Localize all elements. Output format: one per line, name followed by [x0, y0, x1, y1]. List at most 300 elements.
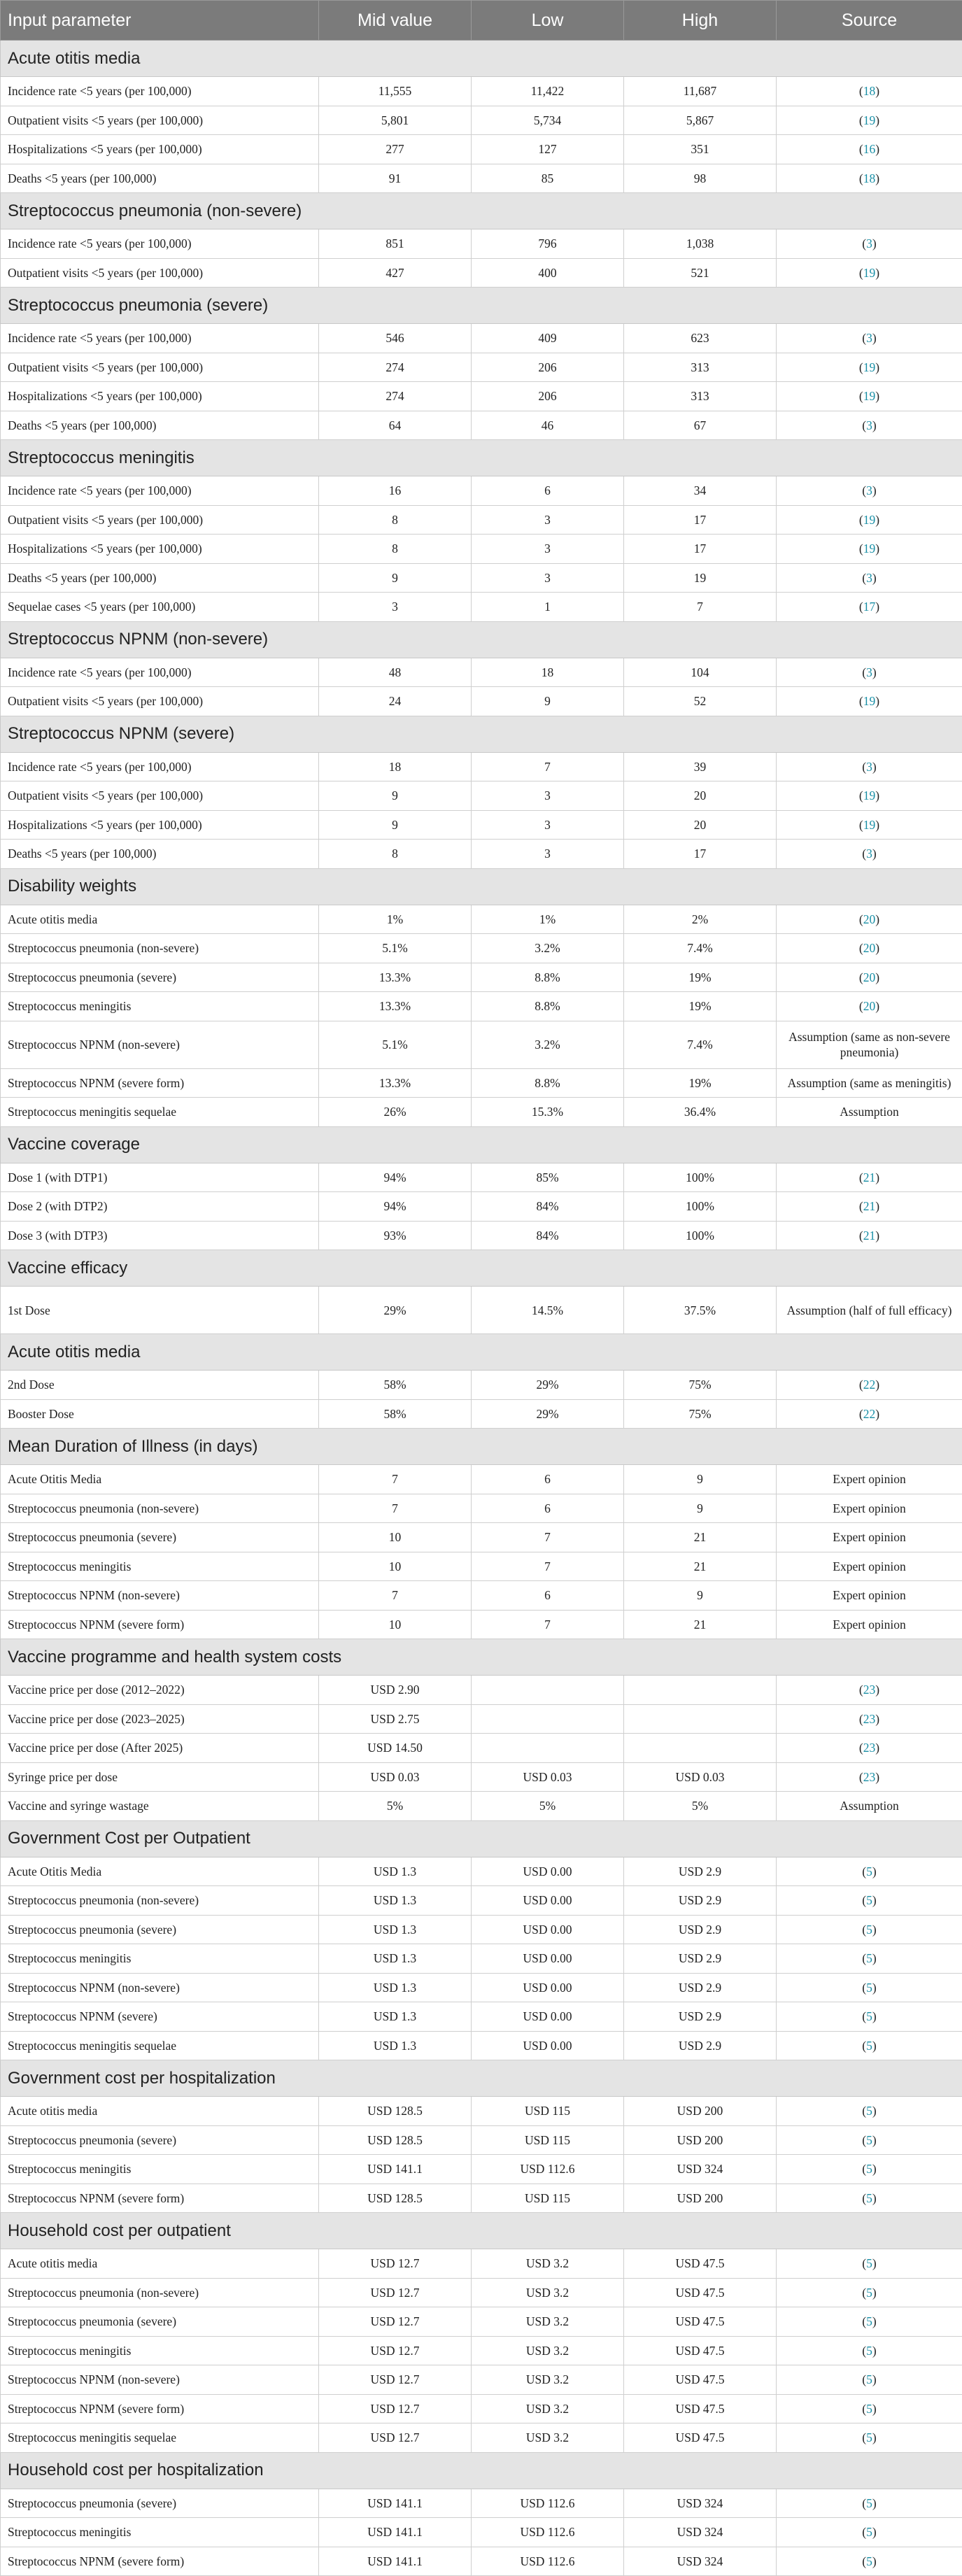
mid-value-cell: USD 1.3: [319, 2002, 472, 2032]
reference-link[interactable]: 5: [866, 1951, 872, 1965]
high-cell: USD 2.9: [624, 2031, 777, 2060]
reference-link[interactable]: 20: [863, 941, 876, 955]
high-cell: 67: [624, 411, 777, 440]
high-cell: 19: [624, 563, 777, 593]
table-row: [1, 781, 962, 811]
source-cell: (5): [777, 2097, 962, 2126]
mid-value-cell: 58%: [319, 1399, 472, 1429]
parameter-cell: Streptococcus NPNM (non-severe): [1, 1973, 319, 2002]
parameter-cell: Streptococcus pneumonia (non-severe): [1, 934, 319, 963]
low-cell: 796: [472, 229, 624, 259]
source-cell: Assumption (same as non-severe pneumonia): [777, 1021, 962, 1068]
table-row: [1, 411, 962, 440]
mid-value-cell: 277: [319, 135, 472, 164]
section-header-row: [1, 1820, 962, 1857]
reference-link[interactable]: 5: [866, 2314, 872, 2328]
source-cell: (3): [777, 658, 962, 687]
mid-value-cell: 94%: [319, 1192, 472, 1222]
mid-value-cell: 546: [319, 324, 472, 353]
reference-link[interactable]: 5: [866, 1923, 872, 1937]
reference-link[interactable]: 19: [863, 389, 876, 403]
source-cell: (5): [777, 2365, 962, 2395]
low-cell: 1%: [472, 905, 624, 934]
reference-link[interactable]: 23: [863, 1741, 876, 1755]
source-cell: Assumption (half of full efficacy): [777, 1287, 962, 1334]
reference-link[interactable]: 5: [866, 2496, 872, 2510]
low-cell: USD 115: [472, 2125, 624, 2155]
low-cell: 206: [472, 353, 624, 382]
low-cell: 46: [472, 411, 624, 440]
source-cell: (21): [777, 1221, 962, 1250]
mid-value-cell: 274: [319, 382, 472, 411]
high-cell: USD 47.5: [624, 2307, 777, 2337]
mid-value-cell: USD 14.50: [319, 1734, 472, 1763]
reference-link[interactable]: 3: [866, 665, 872, 679]
reference-link[interactable]: 19: [863, 788, 876, 802]
parameter-cell: Syringe price per dose: [1, 1762, 319, 1792]
table-row: [1, 2155, 962, 2184]
reference-link[interactable]: 3: [866, 571, 872, 585]
mid-value-cell: USD 1.3: [319, 1915, 472, 1944]
high-cell: USD 200: [624, 2184, 777, 2213]
source-cell: (19): [777, 505, 962, 535]
section-title: Acute otitis media: [1, 1334, 962, 1371]
reference-link[interactable]: 23: [863, 1683, 876, 1697]
parameter-cell: Incidence rate <5 years (per 100,000): [1, 77, 319, 106]
table-row: [1, 2489, 962, 2518]
high-cell: 100%: [624, 1163, 777, 1192]
reference-link[interactable]: 5: [866, 2286, 872, 2300]
source-cell: Assumption: [777, 1792, 962, 1821]
mid-value-cell: 10: [319, 1523, 472, 1552]
mid-value-cell: 93%: [319, 1221, 472, 1250]
table-row: [1, 1552, 962, 1581]
table-row: [1, 1399, 962, 1429]
source-cell: (16): [777, 135, 962, 164]
reference-link[interactable]: 22: [863, 1378, 876, 1392]
mid-value-cell: USD 128.5: [319, 2184, 472, 2213]
parameter-cell: Hospitalizations <5 years (per 100,000): [1, 535, 319, 564]
table-row: [1, 2031, 962, 2060]
source-cell: (5): [777, 2184, 962, 2213]
reference-link[interactable]: 5: [866, 2344, 872, 2358]
section-header-row: [1, 716, 962, 752]
mid-value-cell: USD 12.7: [319, 2423, 472, 2453]
parameter-cell: Streptococcus pneumonia (severe): [1, 963, 319, 992]
high-cell: 351: [624, 135, 777, 164]
section-title: Household cost per outpatient: [1, 2213, 962, 2249]
source-cell: (3): [777, 752, 962, 781]
table-row: [1, 135, 962, 164]
reference-link[interactable]: 23: [863, 1712, 876, 1726]
parameter-cell: Streptococcus meningitis sequelae: [1, 2423, 319, 2453]
low-cell: 11,422: [472, 77, 624, 106]
table-row: [1, 905, 962, 934]
mid-value-cell: USD 1.3: [319, 1857, 472, 1886]
mid-value-cell: 8: [319, 505, 472, 535]
high-cell: 75%: [624, 1399, 777, 1429]
table-row: [1, 1523, 962, 1552]
source-cell: (5): [777, 2518, 962, 2547]
reference-link[interactable]: 19: [863, 694, 876, 708]
low-cell: 29%: [472, 1371, 624, 1400]
source-cell: (19): [777, 810, 962, 840]
high-cell: 20: [624, 810, 777, 840]
reference-link[interactable]: 5: [866, 2402, 872, 2416]
source-cell: (5): [777, 2336, 962, 2365]
high-cell: 21: [624, 1552, 777, 1581]
section-title: Vaccine coverage: [1, 1126, 962, 1163]
reference-link[interactable]: 5: [866, 2162, 872, 2176]
header-low: Low: [472, 1, 624, 41]
reference-link[interactable]: 21: [863, 1229, 876, 1243]
mid-value-cell: USD 1.3: [319, 1973, 472, 2002]
source-cell: (3): [777, 229, 962, 259]
reference-link[interactable]: 19: [863, 360, 876, 374]
source-cell: (22): [777, 1399, 962, 1429]
table-row: [1, 1915, 962, 1944]
source-cell: (5): [777, 2394, 962, 2423]
low-cell: USD 115: [472, 2097, 624, 2126]
high-cell: 75%: [624, 1371, 777, 1400]
high-cell: 19%: [624, 1068, 777, 1098]
low-cell: USD 0.03: [472, 1762, 624, 1792]
low-cell: USD 3.2: [472, 2423, 624, 2453]
table-row: [1, 2097, 962, 2126]
parameter-cell: Deaths <5 years (per 100,000): [1, 563, 319, 593]
section-header-row: [1, 1126, 962, 1163]
table-row: [1, 687, 962, 716]
parameter-cell: Streptococcus pneumonia (severe): [1, 2307, 319, 2337]
parameter-cell: Streptococcus meningitis sequelae: [1, 2031, 319, 2060]
reference-link[interactable]: 19: [863, 513, 876, 527]
low-cell: 5,734: [472, 106, 624, 135]
mid-value-cell: USD 1.3: [319, 2031, 472, 2060]
table-row: [1, 934, 962, 963]
table-row: [1, 1610, 962, 1639]
high-cell: 7.4%: [624, 934, 777, 963]
table-row: [1, 505, 962, 535]
mid-value-cell: USD 128.5: [319, 2097, 472, 2126]
section-header-row: [1, 41, 962, 77]
reference-link[interactable]: 20: [863, 999, 876, 1013]
high-cell: 17: [624, 840, 777, 869]
high-cell: USD 200: [624, 2125, 777, 2155]
reference-link[interactable]: 17: [863, 600, 876, 614]
high-cell: 2%: [624, 905, 777, 934]
parameter-cell: Streptococcus pneumonia (severe): [1, 1523, 319, 1552]
reference-link[interactable]: 3: [866, 418, 872, 432]
low-cell: 3: [472, 563, 624, 593]
reference-link[interactable]: 5: [866, 2256, 872, 2270]
parameter-cell: Streptococcus NPNM (non-severe): [1, 2365, 319, 2395]
reference-link[interactable]: 16: [863, 142, 876, 156]
table-row: [1, 1221, 962, 1250]
high-cell: USD 2.9: [624, 1944, 777, 1974]
source-cell: Expert opinion: [777, 1610, 962, 1639]
source-cell: (19): [777, 353, 962, 382]
low-cell: USD 3.2: [472, 2249, 624, 2279]
parameter-cell: Streptococcus NPNM (severe form): [1, 2184, 319, 2213]
low-cell: USD 0.00: [472, 1857, 624, 1886]
source-cell: (3): [777, 563, 962, 593]
low-cell: 400: [472, 258, 624, 288]
mid-value-cell: USD 12.7: [319, 2365, 472, 2395]
high-cell: USD 2.9: [624, 2002, 777, 2032]
high-cell: USD 2.9: [624, 1973, 777, 2002]
mid-value-cell: 8: [319, 840, 472, 869]
parameter-cell: Outpatient visits <5 years (per 100,000): [1, 353, 319, 382]
high-cell: 19%: [624, 963, 777, 992]
high-cell: 7: [624, 593, 777, 622]
low-cell: USD 3.2: [472, 2307, 624, 2337]
mid-value-cell: 427: [319, 258, 472, 288]
section-title: Acute otitis media: [1, 41, 962, 77]
reference-link[interactable]: 23: [863, 1770, 876, 1784]
high-cell: USD 47.5: [624, 2394, 777, 2423]
table-row: [1, 1163, 962, 1192]
table-row: [1, 535, 962, 564]
table-row: [1, 476, 962, 506]
source-cell: Assumption (same as meningitis): [777, 1068, 962, 1098]
mid-value-cell: 7: [319, 1494, 472, 1523]
parameter-cell: Outpatient visits <5 years (per 100,000): [1, 505, 319, 535]
reference-link[interactable]: 5: [866, 1981, 872, 1995]
high-cell: 7.4%: [624, 1021, 777, 1068]
parameter-cell: Acute otitis media: [1, 2097, 319, 2126]
parameter-cell: Streptococcus pneumonia (non-severe): [1, 2278, 319, 2307]
source-cell: (5): [777, 1857, 962, 1886]
table-row: [1, 1192, 962, 1222]
low-cell: 15.3%: [472, 1098, 624, 1127]
mid-value-cell: USD 1.3: [319, 1886, 472, 1916]
section-header-row: [1, 2213, 962, 2249]
low-cell: USD 3.2: [472, 2365, 624, 2395]
section-header-row: [1, 1334, 962, 1371]
high-cell: 313: [624, 353, 777, 382]
mid-value-cell: 5.1%: [319, 1021, 472, 1068]
section-header-row: [1, 621, 962, 658]
reference-link[interactable]: 3: [866, 760, 872, 774]
reference-link[interactable]: 5: [866, 2039, 872, 2053]
reference-link[interactable]: 5: [866, 1893, 872, 1907]
section-header-row: [1, 1250, 962, 1287]
low-cell: 6: [472, 1465, 624, 1494]
reference-link[interactable]: 21: [863, 1199, 876, 1213]
table-row: [1, 2002, 962, 2032]
source-cell: (22): [777, 1371, 962, 1400]
low-cell: 1: [472, 593, 624, 622]
reference-link[interactable]: 5: [866, 2133, 872, 2147]
source-cell: (18): [777, 164, 962, 193]
mid-value-cell: 5.1%: [319, 934, 472, 963]
source-cell: (5): [777, 1973, 962, 2002]
low-cell: USD 0.00: [472, 1886, 624, 1916]
mid-value-cell: 10: [319, 1610, 472, 1639]
source-cell: (5): [777, 2423, 962, 2453]
table-row: [1, 810, 962, 840]
table-row: [1, 1068, 962, 1098]
low-cell: 3: [472, 810, 624, 840]
table-row: [1, 353, 962, 382]
high-cell: USD 324: [624, 2489, 777, 2518]
reference-link[interactable]: 5: [866, 2372, 872, 2386]
low-cell: USD 112.6: [472, 2489, 624, 2518]
high-cell: USD 2.9: [624, 1915, 777, 1944]
parameter-cell: 2nd Dose: [1, 1371, 319, 1400]
reference-link[interactable]: 19: [863, 818, 876, 832]
high-cell: 37.5%: [624, 1287, 777, 1334]
high-cell: 5,867: [624, 106, 777, 135]
low-cell: 29%: [472, 1399, 624, 1429]
reference-link[interactable]: 3: [866, 847, 872, 861]
high-cell: USD 2.9: [624, 1857, 777, 1886]
table-row: [1, 2336, 962, 2365]
mid-value-cell: USD 12.7: [319, 2278, 472, 2307]
mid-value-cell: 11,555: [319, 77, 472, 106]
parameter-cell: Sequelae cases <5 years (per 100,000): [1, 593, 319, 622]
parameter-cell: Outpatient visits <5 years (per 100,000): [1, 258, 319, 288]
parameter-cell: Deaths <5 years (per 100,000): [1, 411, 319, 440]
source-cell: (3): [777, 324, 962, 353]
table-row: [1, 1287, 962, 1334]
table-row: [1, 1857, 962, 1886]
reference-link[interactable]: 19: [863, 266, 876, 280]
reference-link[interactable]: 19: [863, 113, 876, 127]
parameter-cell: Booster Dose: [1, 1399, 319, 1429]
reference-link[interactable]: 5: [866, 2009, 872, 2023]
reference-link[interactable]: 20: [863, 912, 876, 926]
parameter-cell: Deaths <5 years (per 100,000): [1, 164, 319, 193]
source-cell: (5): [777, 1886, 962, 1916]
low-cell: 84%: [472, 1192, 624, 1222]
reference-link[interactable]: 5: [866, 2104, 872, 2118]
source-cell: (18): [777, 77, 962, 106]
low-cell: 206: [472, 382, 624, 411]
low-cell: USD 112.6: [472, 2155, 624, 2184]
source-cell: Expert opinion: [777, 1523, 962, 1552]
source-cell: Expert opinion: [777, 1465, 962, 1494]
low-cell: USD 0.00: [472, 2002, 624, 2032]
section-title: Streptococcus NPNM (non-severe): [1, 621, 962, 658]
parameter-cell: Incidence rate <5 years (per 100,000): [1, 658, 319, 687]
table-row: [1, 1886, 962, 1916]
section-title: Streptococcus pneumonia (severe): [1, 288, 962, 324]
reference-link[interactable]: 5: [866, 2430, 872, 2444]
mid-value-cell: 9: [319, 563, 472, 593]
section-header-row: [1, 288, 962, 324]
source-cell: (3): [777, 411, 962, 440]
parameter-cell: Vaccine price per dose (2023–2025): [1, 1704, 319, 1734]
low-cell: USD 3.2: [472, 2394, 624, 2423]
reference-link[interactable]: 5: [866, 1864, 872, 1878]
section-title: Vaccine efficacy: [1, 1250, 962, 1287]
table-row: [1, 229, 962, 259]
table-row: [1, 2307, 962, 2337]
parameter-cell: Acute Otitis Media: [1, 1465, 319, 1494]
reference-link[interactable]: 3: [866, 483, 872, 497]
parameter-cell: Streptococcus pneumonia (severe): [1, 2125, 319, 2155]
parameter-cell: Vaccine price per dose (2012–2022): [1, 1676, 319, 1705]
section-title: Government Cost per Outpatient: [1, 1820, 962, 1857]
reference-link[interactable]: 22: [863, 1407, 876, 1421]
low-cell: 3.2%: [472, 1021, 624, 1068]
low-cell: USD 0.00: [472, 1944, 624, 1974]
high-cell: 19%: [624, 992, 777, 1021]
mid-value-cell: USD 128.5: [319, 2125, 472, 2155]
source-cell: (5): [777, 1915, 962, 1944]
low-cell: USD 0.00: [472, 2031, 624, 2060]
reference-link[interactable]: 5: [866, 2554, 872, 2568]
table-row: [1, 1098, 962, 1127]
reference-link[interactable]: 20: [863, 970, 876, 984]
table-row: [1, 77, 962, 106]
reference-link[interactable]: 18: [863, 84, 876, 98]
source-cell: (5): [777, 2547, 962, 2576]
high-cell: 104: [624, 658, 777, 687]
high-cell: [624, 1704, 777, 1734]
reference-link[interactable]: 5: [866, 2191, 872, 2205]
mid-value-cell: 94%: [319, 1163, 472, 1192]
high-cell: 21: [624, 1523, 777, 1552]
low-cell: 127: [472, 135, 624, 164]
header-row: [1, 1, 962, 41]
high-cell: USD 47.5: [624, 2423, 777, 2453]
reference-link[interactable]: 18: [863, 171, 876, 185]
source-cell: (23): [777, 1704, 962, 1734]
mid-value-cell: 7: [319, 1465, 472, 1494]
reference-link[interactable]: 5: [866, 2525, 872, 2539]
table-row: [1, 1676, 962, 1705]
reference-link[interactable]: 3: [866, 236, 872, 250]
high-cell: 21: [624, 1610, 777, 1639]
high-cell: 34: [624, 476, 777, 506]
table-row: [1, 1371, 962, 1400]
reference-link[interactable]: 21: [863, 1170, 876, 1184]
high-cell: 5%: [624, 1792, 777, 1821]
low-cell: 6: [472, 1581, 624, 1611]
low-cell: 3: [472, 840, 624, 869]
table-row: [1, 593, 962, 622]
section-header-row: [1, 2060, 962, 2097]
source-cell: (5): [777, 2125, 962, 2155]
low-cell: 14.5%: [472, 1287, 624, 1334]
reference-link[interactable]: 19: [863, 542, 876, 555]
mid-value-cell: USD 141.1: [319, 2518, 472, 2547]
mid-value-cell: USD 141.1: [319, 2489, 472, 2518]
mid-value-cell: USD 12.7: [319, 2394, 472, 2423]
low-cell: [472, 1734, 624, 1763]
high-cell: USD 47.5: [624, 2278, 777, 2307]
source-cell: (20): [777, 963, 962, 992]
table-row: [1, 2184, 962, 2213]
high-cell: 36.4%: [624, 1098, 777, 1127]
high-cell: USD 200: [624, 2097, 777, 2126]
parameter-cell: Streptococcus pneumonia (severe): [1, 2489, 319, 2518]
reference-link[interactable]: 3: [866, 331, 872, 345]
section-header-row: [1, 868, 962, 905]
source-cell: (19): [777, 106, 962, 135]
high-cell: 313: [624, 382, 777, 411]
mid-value-cell: 91: [319, 164, 472, 193]
parameter-cell: Streptococcus meningitis: [1, 1552, 319, 1581]
source-cell: (19): [777, 535, 962, 564]
table-row: [1, 1762, 962, 1792]
source-cell: (5): [777, 2249, 962, 2279]
parameter-cell: Acute otitis media: [1, 2249, 319, 2279]
low-cell: 3: [472, 505, 624, 535]
table-row: [1, 963, 962, 992]
